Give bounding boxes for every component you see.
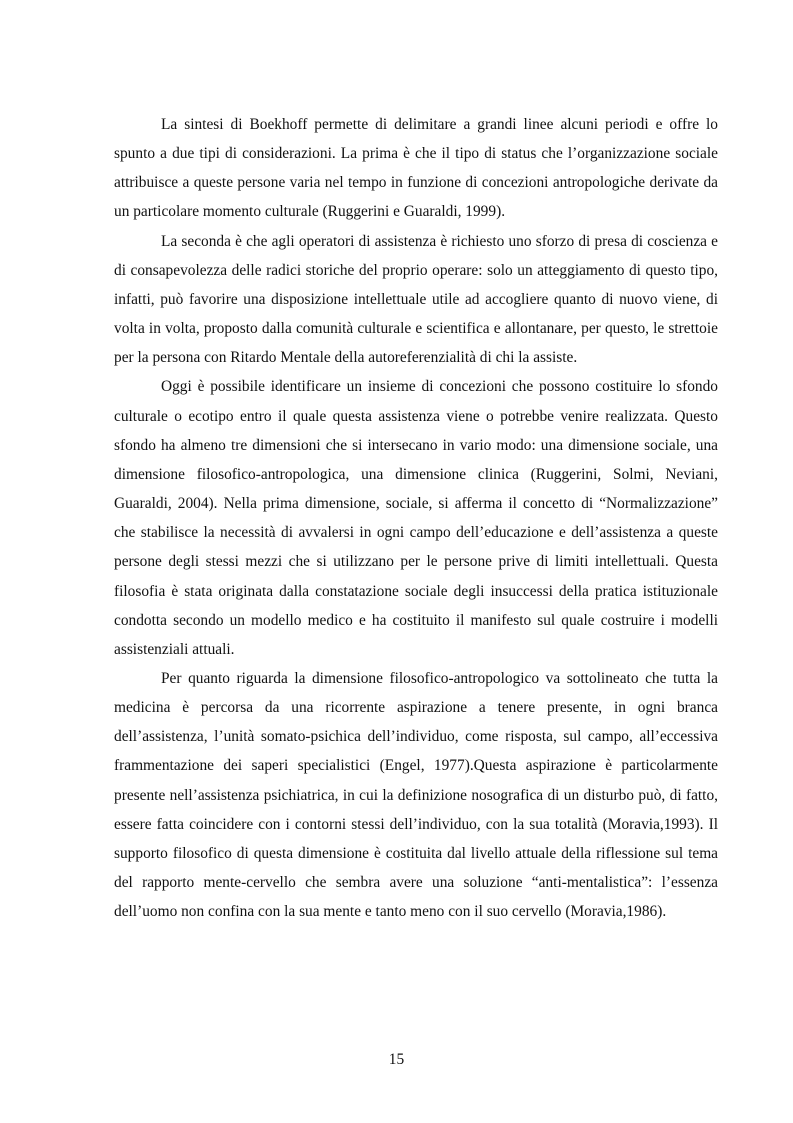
paragraph-1: La sintesi di Boekhoff permette di delimitare a grandi linee alcuni periodi e offre lo spunto a due tipi di considerazioni. La prima è che il tipo di status che l’organizzazione sociale attribuisce a queste persone varia nel tempo in funzione di concezioni antropologiche derivate da un particolare momento culturale (Ruggerini e Guaraldi, 1999). xyxy=(114,116,718,221)
paragraph-3: Oggi è possibile identificare un insieme di concezioni che possono costituire lo sfondo culturale o ecotipo entro il quale questa assistenza viene o potrebbe venire realizzata. Questo sfondo ha almeno tre dimensioni che si intersecano in vario modo: una dimensione sociale, una dimensione filosofico-antropologica, una dimensione clinica (Ruggerini, Solmi, Neviani, Guaraldi, 2004). Nella prima dimensione, sociale, si afferma il concetto di “Normalizzazione” che stabilisce la necessità di avvalersi in ogni campo dell’educazione e dell’assistenza a queste persone degli stessi mezzi che si utilizzano per le persone prive di limiti intellettuali. Questa filosofia è stata originata dalla constatazione sociale degli insuccessi della pratica istituzionale condotta secondo un modello medico e ha costituito il manifesto sul quale costruire i modelli assistenziali attuali. xyxy=(114,378,718,658)
page-number: 15 xyxy=(388,1051,405,1068)
paragraph-4: Per quanto riguarda la dimensione filosofico-antropologico va sottolineato che tutta la medicina è percorsa da una ricorrente aspirazione a tenere presente, in ogni branca dell’assistenza, l’unità somato-psichica dell’individuo, come risposta, sul campo, all’eccessiva frammentazione dei saperi specialistici (Engel, 1977).Questa aspirazione è particolarmente presente nell’assistenza psichiatrica, in cui la definizione nosografica di un disturbo può, di fatto, essere fatta coincidere con i contorni stessi dell’individuo, con la sua totalità (Moravia,1993). Il supporto filosofico di questa dimensione è costituita dal livello attuale della riflessione sul tema del rapporto mente-cervello che sembra avere una soluzione “anti-mentalistica”: l’essenza dell’uomo non confina con la sua mente e tanto meno con il suo cervello (Moravia,1986). xyxy=(114,669,718,921)
paragraph-2: La seconda è che agli operatori di assistenza è richiesto uno sforzo di presa di coscienza e di consapevolezza delle radici storiche del proprio operare: solo un atteggiamento di questo tipo, infatti, può favorire una disposizione intellettuale utile ad accogliere quanto di nuovo viene, di volta in volta, proposto dalla comunità culturale e scientifica e allontanare, per questo, le strettoie per la persona con Ritardo Mentale della autoreferenzialità di chi la assiste. xyxy=(114,232,718,367)
body-text xyxy=(114,110,718,926)
